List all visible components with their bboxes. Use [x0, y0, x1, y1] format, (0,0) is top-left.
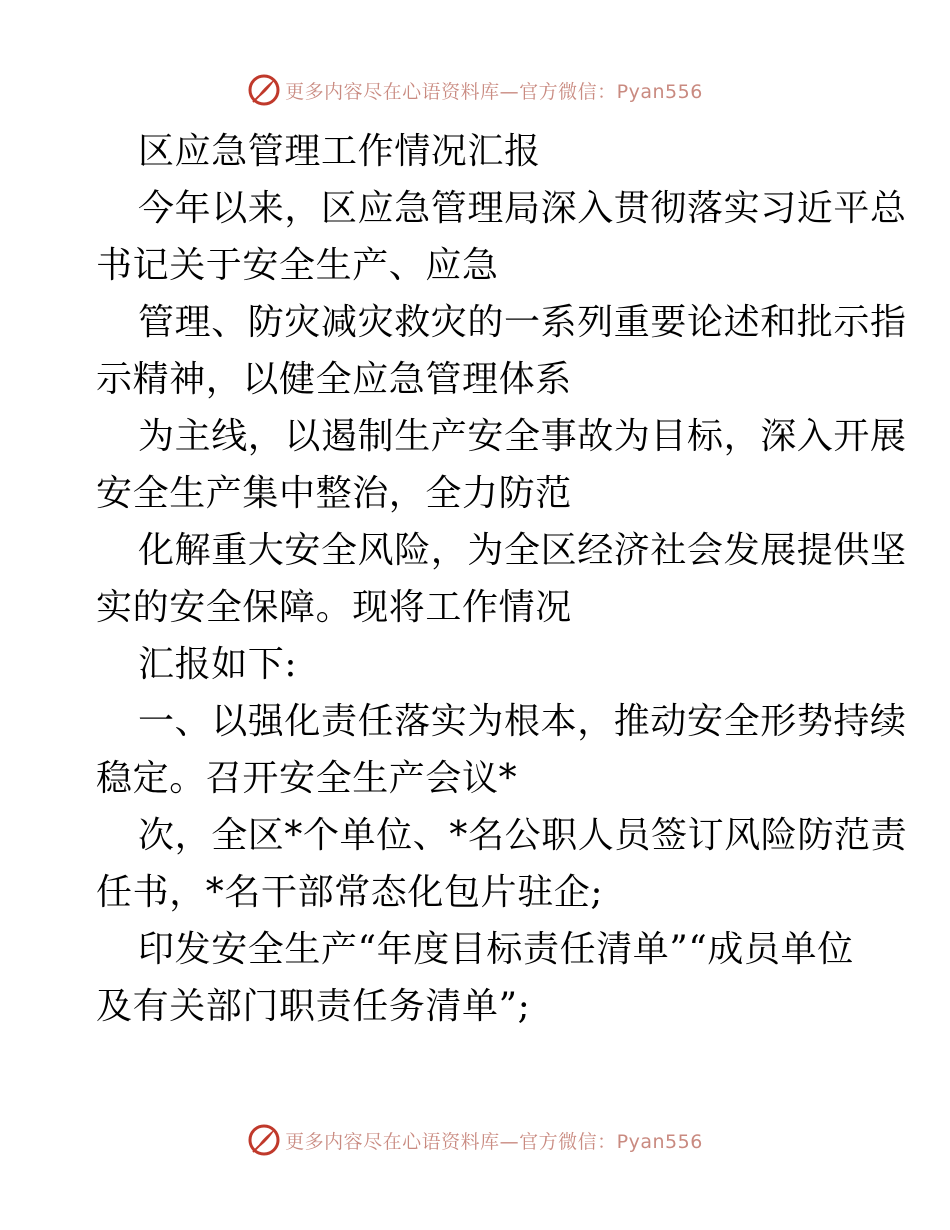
paragraph-line: 次，全区*个单位、*名公职人员签订风险防范责 [138, 815, 908, 856]
paragraph-line: 安全生产集中整治，全力防范 [96, 473, 572, 514]
paragraph-line: 汇报如下: [138, 644, 298, 685]
paragraph-line: 管理、防灾减灾救灾的一系列重要论述和批示指 [138, 302, 907, 343]
paragraph-line: 及有关部门职责任务清单”; [96, 986, 531, 1027]
paragraph-line: 实的安全保障。现将工作情况 [96, 587, 572, 628]
feather-quill-logo-icon [247, 1123, 281, 1157]
paragraph-line: 任书，*名干部常态化包片驻企; [96, 872, 604, 913]
document-title: 区应急管理工作情况汇报 [138, 131, 541, 172]
paragraph-line: 稳定。召开安全生产会议* [96, 758, 518, 799]
feather-quill-logo-icon [247, 73, 281, 107]
footer-watermark-banner [0, 1120, 950, 1160]
header-watermark-banner [0, 70, 950, 110]
paragraph-line: 印发安全生产“年度目标责任清单”“成员单位 [138, 929, 854, 970]
paragraph-line: 示精神，以健全应急管理体系 [96, 359, 572, 400]
footer-watermark-text: 更多内容尽在心语资料库—官方微信：Pyan556 [285, 1130, 703, 1153]
section-heading-line: 一、以强化责任落实为根本，推动安全形势持续 [138, 701, 907, 742]
paragraph-line: 为主线，以遏制生产安全事故为目标，深入开展 [138, 416, 907, 457]
header-watermark-text: 更多内容尽在心语资料库—官方微信：Pyan556 [285, 80, 703, 103]
paragraph-line: 书记关于安全生产、应急 [96, 245, 499, 286]
paragraph-line: 化解重大安全风险，为全区经济社会发展提供坚 [138, 530, 907, 571]
paragraph-line: 今年以来，区应急管理局深入贯彻落实习近平总 [138, 188, 907, 229]
